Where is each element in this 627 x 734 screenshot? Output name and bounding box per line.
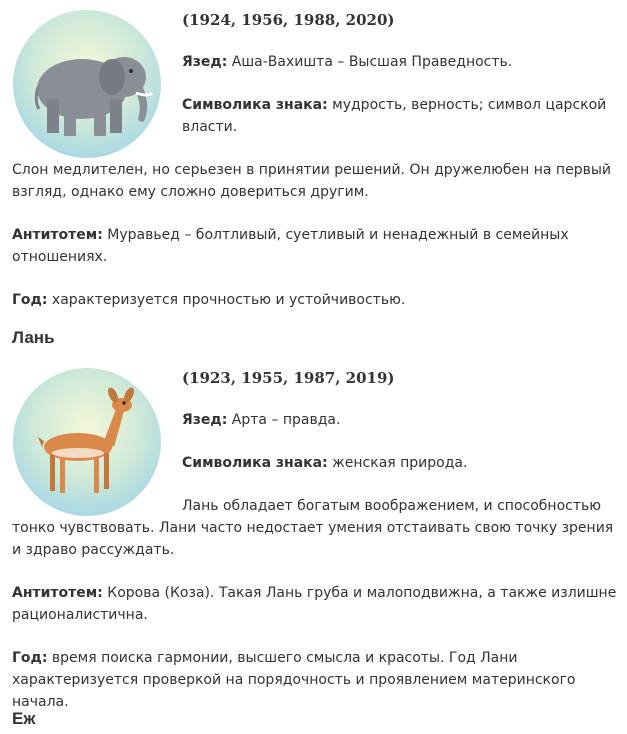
description-doe: Лань обладает богатым воображением, и способностью тонко чувствовать. Лани часто недостает умения отстаивать свою точку зрения и здраво рассуждать. <box>12 498 614 558</box>
yazata-elephant: Язед: Аша-Вахишта – Высшая Праведность. <box>182 54 513 70</box>
section-elephant <box>12 9 622 332</box>
years-elephant: (1924, 1956, 1988, 2020) <box>182 11 395 29</box>
year-doe: Год: время поиска гармонии, высшего смысла и красоты. Год Лани характеризуется проверкой на порядочность и проявлением материнского начала. <box>12 650 576 710</box>
elephant-image <box>12 9 162 159</box>
doe-image <box>12 367 162 517</box>
heading-hedgehog: Еж <box>12 709 36 728</box>
antitotem-elephant: Антитотем: Муравьед – болтливый, суетливый и ненадежный в семейных отношениях. <box>12 227 569 265</box>
heading-lan: Лань <box>12 328 55 347</box>
symbol-doe: Символика знака: женская природа. <box>182 455 468 471</box>
years-doe: (1923, 1955, 1987, 2019) <box>182 369 395 387</box>
year-elephant: Год: характеризуется прочностью и устойчивостью. <box>12 292 406 308</box>
symbol-elephant: Символика знака: мудрость, верность; символ царской власти. <box>182 97 607 135</box>
description-elephant: Слон медлителен, но серьезен в принятии решений. Он дружелюбен на первый взгляд, однако ему сложно довериться другим. <box>12 162 611 200</box>
antitotem-doe: Антитотем: Корова (Коза). Такая Лань груба и малоподвижна, а также излишне рационалистична. <box>12 585 617 623</box>
yazata-doe: Язед: Арта – правда. <box>182 412 341 428</box>
section-doe <box>12 367 622 734</box>
